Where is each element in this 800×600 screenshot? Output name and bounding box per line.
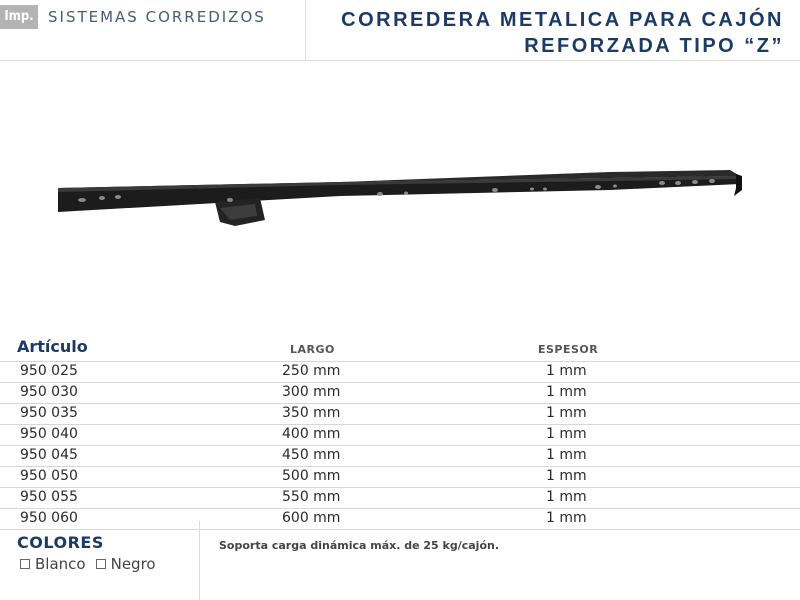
page-header <box>0 0 800 61</box>
table-row <box>0 361 800 383</box>
espesor-cell: 1 mm <box>546 489 587 505</box>
articulo-cell: 950 030 <box>20 384 78 400</box>
articulo-cell: 950 045 <box>20 447 78 463</box>
table-row <box>0 425 800 446</box>
largo-cell: 450 mm <box>282 447 341 463</box>
largo-cell: 500 mm <box>282 468 341 484</box>
table-row <box>0 467 800 488</box>
checkbox-icon <box>20 559 30 569</box>
articles-table <box>0 361 800 530</box>
largo-cell: 250 mm <box>282 363 341 379</box>
espesor-cell: 1 mm <box>546 405 587 421</box>
articulo-cell: 950 040 <box>20 426 78 442</box>
articulo-cell: 950 035 <box>20 405 78 421</box>
table-row <box>0 404 800 425</box>
espesor-cell: 1 mm <box>546 384 587 400</box>
color-option-blanco <box>20 555 86 573</box>
color-option-negro <box>96 555 156 573</box>
largo-cell: 550 mm <box>282 489 341 505</box>
checkbox-icon <box>96 559 106 569</box>
section-title: SISTEMAS CORREDIZOS <box>48 8 266 26</box>
page-footer <box>0 521 800 600</box>
articulo-cell: 950 055 <box>20 489 78 505</box>
product-title <box>341 7 784 59</box>
footer-divider <box>199 521 200 600</box>
articulo-cell: 950 060 <box>20 510 78 526</box>
drawer-slide-image <box>50 160 750 240</box>
product-title-line1: CORREDERA METALICA PARA CAJÓN <box>341 9 784 31</box>
largo-cell: 300 mm <box>282 384 341 400</box>
largo-cell: 350 mm <box>282 405 341 421</box>
largo-header: LARGO <box>290 343 335 356</box>
articulo-header: Artículo <box>17 337 88 356</box>
color-label: Blanco <box>35 555 86 573</box>
colors-list <box>20 555 156 573</box>
largo-cell: 400 mm <box>282 426 341 442</box>
table-row <box>0 446 800 467</box>
load-note: Soporta carga dinámica máx. de 25 kg/cajón. <box>219 539 500 552</box>
espesor-header: ESPESOR <box>538 343 599 356</box>
header-divider <box>305 0 306 60</box>
colores-title: COLORES <box>17 533 104 552</box>
espesor-cell: 1 mm <box>546 510 587 526</box>
color-label: Negro <box>110 555 156 573</box>
table-row <box>0 488 800 509</box>
table-row <box>0 383 800 404</box>
imp-badge: Imp. <box>0 5 38 29</box>
espesor-cell: 1 mm <box>546 363 587 379</box>
articulo-cell: 950 025 <box>20 363 78 379</box>
espesor-cell: 1 mm <box>546 468 587 484</box>
product-title-line2: REFORZADA TIPO “Z” <box>524 35 784 57</box>
espesor-cell: 1 mm <box>546 426 587 442</box>
largo-cell: 600 mm <box>282 510 341 526</box>
espesor-cell: 1 mm <box>546 447 587 463</box>
articulo-cell: 950 050 <box>20 468 78 484</box>
